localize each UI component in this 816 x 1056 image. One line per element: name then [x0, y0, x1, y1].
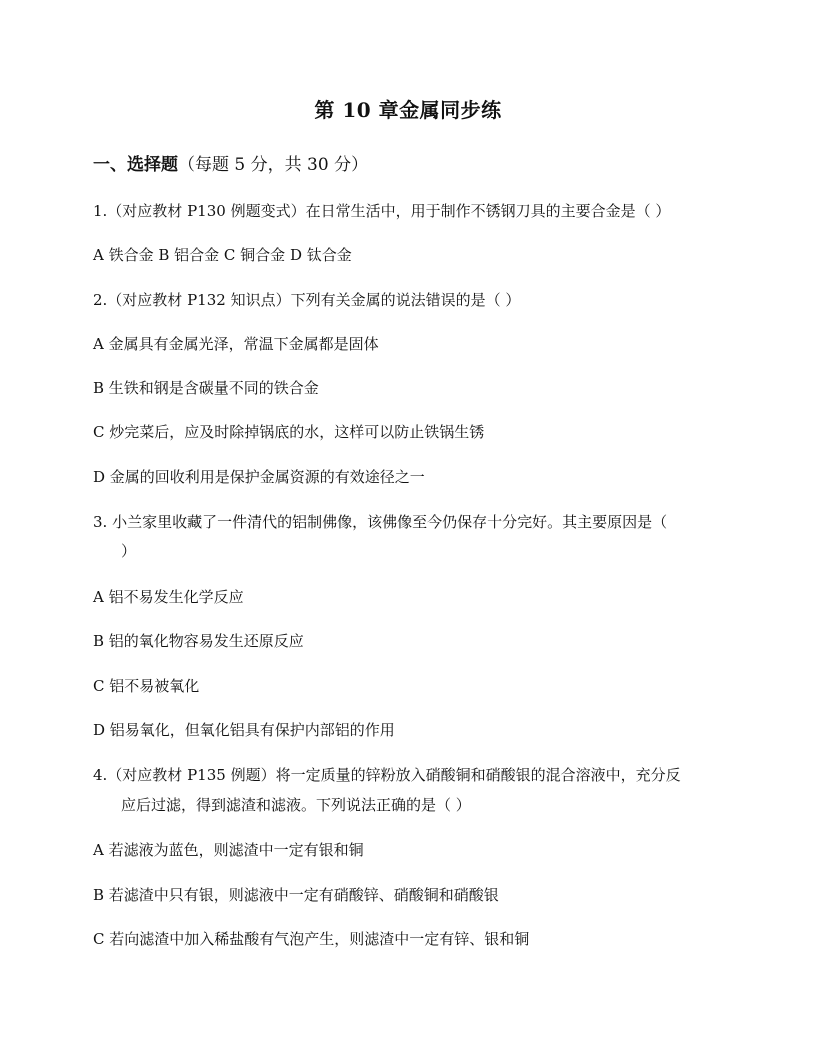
question-2-option-c: C 炒完菜后，应及时除掉锅底的水，这样可以防止铁锅生锈 — [93, 423, 485, 441]
question-4-stem-continued: 应后过滤，得到滤渣和滤液。下列说法正确的是（ ） — [121, 796, 471, 814]
question-4-option-a: A 若滤液为蓝色，则滤渣中一定有银和铜 — [93, 841, 364, 859]
section-heading — [93, 150, 368, 175]
question-3-stem-continued: ） — [121, 542, 137, 560]
question-4-option-b: B 若滤渣中只有银，则滤液中一定有硝酸锌、硝酸铜和硝酸银 — [93, 886, 499, 904]
section-title: 一、选择题 — [93, 155, 178, 175]
question-3-option-a: A 铝不易发生化学反应 — [93, 588, 244, 606]
question-4-stem: 4.（对应教材 P135 例题）将一定质量的锌粉放入硝酸铜和硝酸银的混合溶液中，充分反 — [93, 766, 681, 784]
question-2-option-b: B 生铁和钢是含碳量不同的铁合金 — [93, 379, 319, 397]
question-3-stem: 3. 小兰家里收藏了一件清代的铝制佛像，该佛像至今仍保存十分完好。其主要原因是（ — [93, 513, 668, 531]
question-4-option-c: C 若向滤渣中加入稀盐酸有气泡产生，则滤渣中一定有锌、银和铜 — [93, 930, 530, 948]
page-title: 第 10 章金属同步练 — [314, 98, 502, 122]
question-3-option-d: D 铝易氧化，但氧化铝具有保护内部铝的作用 — [93, 721, 395, 739]
question-2-stem: 2.（对应教材 P132 知识点）下列有关金属的说法错误的是（ ） — [93, 291, 521, 309]
question-1-options: A 铁合金 B 铝合金 C 铜合金 D 钛合金 — [93, 246, 352, 264]
question-2-option-d: D 金属的回收利用是保护金属资源的有效途径之一 — [93, 468, 425, 486]
question-3-option-c: C 铝不易被氧化 — [93, 677, 200, 695]
question-1-stem: 1.（对应教材 P130 例题变式）在日常生活中，用于制作不锈钢刀具的主要合金是（ ） — [93, 202, 671, 220]
section-note: （每题 5 分，共 30 分） — [178, 155, 369, 175]
question-2-option-a: A 金属具有金属光泽，常温下金属都是固体 — [93, 335, 379, 353]
question-3-option-b: B 铝的氧化物容易发生还原反应 — [93, 632, 304, 650]
